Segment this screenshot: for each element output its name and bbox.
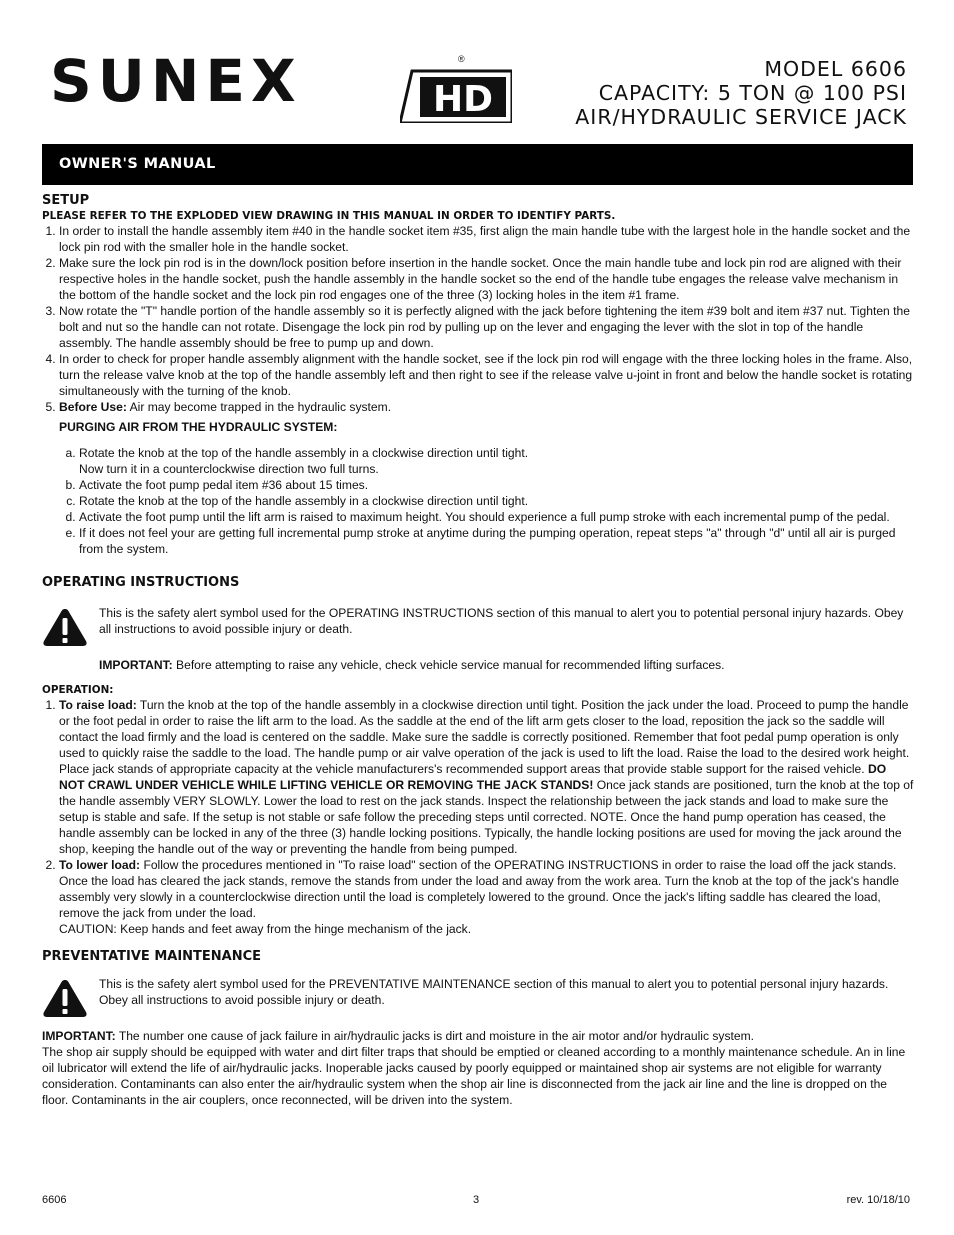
setup-list [42, 223, 914, 415]
owners-manual-banner: OWNER'S MANUAL [42, 144, 913, 185]
safety-alert-icon [42, 978, 88, 1018]
setup-step-5 [59, 399, 914, 415]
maintenance-alert-text: This is the safety alert symbol used for the PREVENTATIVE MAINTENANCE section of this manual to alert you to potential personal injury hazards. Obey all instructions to avoid possible injury or death. [99, 977, 889, 1007]
manual-content [42, 193, 914, 1108]
purge-step-a-line2: Now turn it in a counterclockwise direction two full turns. [79, 462, 379, 476]
operating-alert-text: This is the safety alert symbol used for the OPERATING INSTRUCTIONS section of this manual to alert you to potential personal injury hazards. Obey all instructions to avoid possible injury or death. [99, 606, 904, 636]
purge-step-e: e. If it does not feel your are getting full incremental pump stroke at anytime during the pumping operation, repeat steps "a" through "d" until all air is purged from the system. [79, 525, 914, 557]
operation-list [42, 697, 914, 937]
maintenance-important-label: IMPORTANT: [42, 1029, 116, 1043]
important-text: Before attempting to raise any vehicle, check vehicle service manual for recommended lifting surfaces. [172, 658, 725, 672]
raise-load-text-2: Once jack stands are positioned, turn the knob at the top of the handle assembly VERY SLOWLY. Lower the load to rest on the jack stands. Inspect the relationship between the jack stands and load to make sure the setup is stable and safe. If the setup is not stable or safe follow the preceding steps until corrected. NOTE. Once the hand pump operation has ceased, the handle assembly can be locked in any of the three (3) handle locking positions. Typically, the handle locking positions are used for moving the jack around the shop, keeping the handle out of the way or preventing the handle from being pumped. [59, 778, 914, 856]
purge-step-a-line1: Rotate the knob at the top of the handle assembly in a clockwise direction until tight. [79, 446, 529, 460]
caution-text: CAUTION: Keep hands and feet away from the hinge mechanism of the jack. [59, 922, 472, 936]
operation-label: OPERATION: [42, 684, 114, 696]
lower-load-text: Follow the procedures mentioned in "To raise load" section of the OPERATING INSTRUCTIONS in order to raise the load off the jack stands. Once the load has cleared the jack stands, remove the stands from under the load and away from the work area. Turn the knob at the top of the jack's handle assembly very slowly in a counterclockwise direction until the load is completely lowered to the ground. Once the jack's lifting saddle has cleared the load, remove the jack from under the load. [59, 858, 899, 920]
raise-load-warning: DO NOT CRAWL UNDER VEHICLE WHILE LIFTING VEHICLE OR REMOVING THE JACK STANDS! [59, 762, 887, 792]
lower-load-label: To lower load: [59, 858, 141, 872]
purge-step-d: d. Activate the foot pump until the lift arm is raised to maximum height. You should experience a full pump stroke with each incremental pump of the pedal. [79, 509, 914, 525]
page-number: 3 [473, 1194, 480, 1206]
logo-suffix-text: HD [432, 79, 494, 120]
safety-alert-icon [42, 607, 88, 647]
purge-step-b: b. Activate the foot pump pedal item #36 about 15 times. [79, 477, 914, 493]
maintenance-heading: PREVENTATIVE MAINTENANCE [42, 949, 262, 964]
maintenance-important-text: The number one cause of jack failure in air/hydraulic jacks is dirt and moisture in the air motor and/or hydraulic system. [115, 1029, 755, 1043]
hd-badge-icon [400, 65, 512, 123]
setup-heading: SETUP [42, 193, 90, 208]
before-use-label: Before Use: [59, 400, 127, 414]
sunex-hd-logo [50, 47, 494, 120]
raise-load-text: Turn the knob at the top of the handle assembly in a clockwise direction until tight. Position the jack under the load. Proceed to pump the handle or the foot pedal in order to raise the lift arm to the load. As the saddle at the end of the lift arm gets closer to the load, reposition the jack so the saddle will contact the load firmly and the load is centered on the saddle. Make sure the saddle is correctly positioned. Remember that foot pedal pump operation is only used to quickly raise the saddle to the load. The handle pump or air valve operation of the jack is used to lift the load. Raise the load to the desired work height. Place jack stands of appropriate capacity at the vehicle manufacturers's recommended support areas that provide stable support for the raised vehicle. [59, 698, 910, 776]
setup-note: PLEASE REFER TO THE EXPLODED VIEW DRAWING IN THIS MANUAL IN ORDER TO IDENTIFY PARTS. [42, 210, 616, 222]
model-title: MODEL 6606 [764, 57, 907, 81]
important-label: IMPORTANT: [99, 658, 173, 672]
maintenance-alert [42, 976, 914, 1020]
operating-alert [42, 605, 914, 649]
product-title: AIR/HYDRAULIC SERVICE JACK [575, 105, 907, 129]
raise-load-label: To raise load: [59, 698, 137, 712]
capacity-title: CAPACITY: 5 TON @ 100 PSI [598, 81, 907, 105]
setup-step-2: 2. Make sure the lock pin rod is in the down/lock position before insertion in the handle socket. Once the main handle tube and lock pin rod are aligned with their respective holes in the handle socket, push the handle assembly in the handle socket so the end of the handle tube engages the release valve mechanism in the bottom of the handle socket and the lock pin rod engages one of the three (3) locking holes in the item #1 frame. [59, 255, 914, 303]
maintenance-body [42, 1028, 914, 1108]
operating-important [42, 657, 914, 673]
purging-heading: PURGING AIR FROM THE HYDRAULIC SYSTEM: [59, 420, 338, 434]
setup-step-3: 3. Now rotate the "T" handle portion of the handle assembly so it is perfectly aligned with the jack before tightening the item #39 bolt and item #37 nut. Tighten the bolt and nut so the handle can not rotate. Disengage the lock pin rod by pulling up on the lever and engaging the lever with the slot in top of the handle assembly. The handle assembly should be free to pump up and down. [59, 303, 914, 351]
product-titles [575, 57, 907, 129]
footer-model: 6606 [42, 1194, 67, 1206]
purge-step-a [79, 445, 914, 477]
registered-mark: ® [458, 54, 465, 64]
purging-steps [42, 445, 914, 557]
logo-wordmark: SUNEX [50, 47, 302, 115]
maintenance-body-text: The shop air supply should be equipped with water and dirt filter traps that should be emptied or cleaned according to a monthly maintenance schedule. An in line oil lubricator will extend the life of air/hydraulic jacks. Inoperable jacks caused by poorly equipped or maintained shop air systems are not eligible for warranty consideration. Contaminants can also enter the air/hydraulic system when the shop air line is disconnected from the jack air line and the line is dropped on the floor. Contaminants in the air couplers, once reconnected, will be driven into the system. [42, 1045, 906, 1107]
setup-step-1: 1. In order to install the handle assembly item #40 in the handle socket item #35, first align the main handle tube with the largest hole in the handle socket and the lock pin rod with the smaller hole in the handle socket. [59, 223, 914, 255]
setup-step-4: 4. In order to check for proper handle assembly alignment with the handle socket, see if the lock pin rod will engage with the three locking holes in the frame. Also, turn the release valve knob at the top of the handle assembly left and then right to see if the release valve u-joint in front and below the handle socket is rotating simultaneously with the turning of the knob. [59, 351, 914, 399]
purge-step-c: c. Rotate the knob at the top of the handle assembly in a clockwise direction until tight. [79, 493, 914, 509]
lower-load-step [59, 857, 914, 937]
raise-load-step [59, 697, 914, 857]
operating-heading: OPERATING INSTRUCTIONS [42, 575, 240, 590]
purging-section [42, 419, 914, 435]
revision-date: rev. 10/18/10 [846, 1194, 910, 1206]
before-use-text: Air may become trapped in the hydraulic system. [126, 400, 392, 414]
